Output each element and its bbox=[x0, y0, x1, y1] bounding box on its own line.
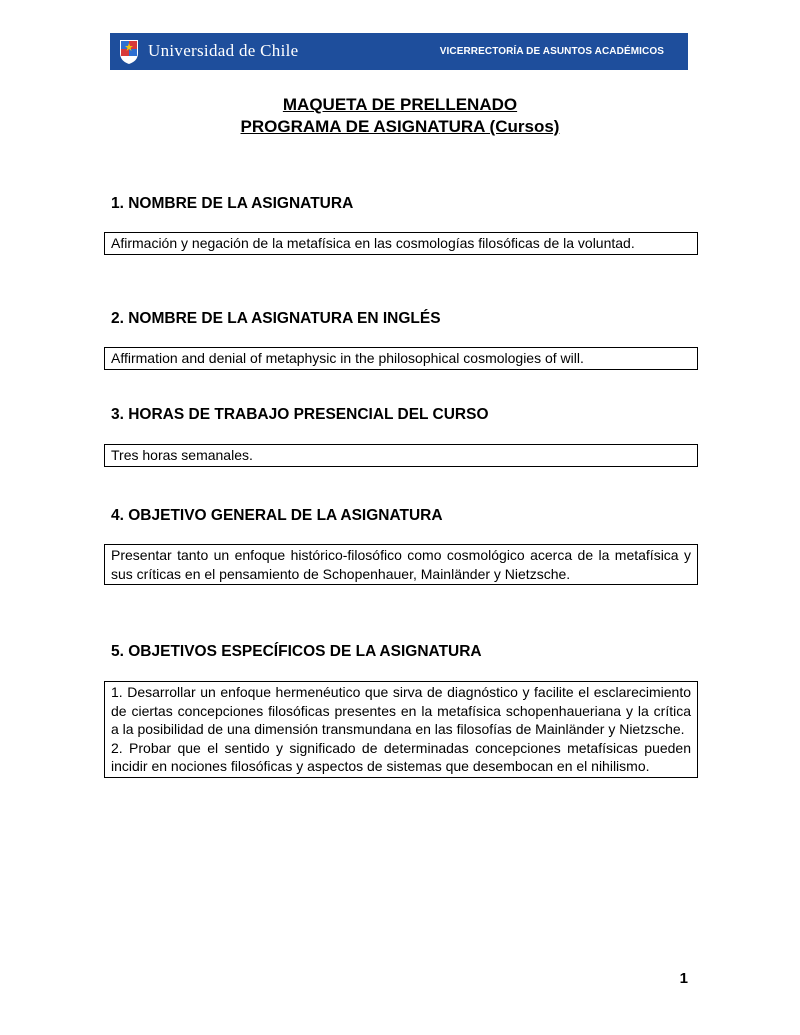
section-4-box bbox=[104, 544, 698, 585]
section-1-box bbox=[104, 232, 698, 255]
section-4-content: Presentar tanto un enfoque histórico-filosófico como cosmológico acerca de la metafísica y sus críticas en el pensamiento de Schopenhauer, Mainländer y Nietzsche. bbox=[111, 547, 691, 582]
header-banner bbox=[110, 33, 688, 70]
university-shield-icon bbox=[118, 38, 140, 65]
section-3-content: Tres horas semanales. bbox=[111, 447, 253, 463]
department-name: VICERRECTORÍA DE ASUNTOS ACADÉMICOS bbox=[439, 46, 664, 57]
section-1-content: Afirmación y negación de la metafísica en las cosmologías filosóficas de la voluntad. bbox=[111, 235, 635, 251]
section-5-item-2: 2. Probar que el sentido y significado de determinadas concepciones metafísicas pueden incidir en nociones filosóficas y aspectos de sistemas que desembocan en el nihilismo. bbox=[111, 739, 691, 774]
section-3-heading: 3. HORAS DE TRABAJO PRESENCIAL DEL CURSO bbox=[111, 406, 489, 423]
page-number: 1 bbox=[679, 970, 688, 987]
section-2-content: Affirmation and denial of metaphysic in the philosophical cosmologies of will. bbox=[111, 350, 584, 366]
section-5-heading: 5. OBJETIVOS ESPECÍFICOS DE LA ASIGNATURA bbox=[111, 643, 482, 660]
document-title-line1: MAQUETA DE PRELLENADO bbox=[282, 95, 518, 114]
section-2-heading: 2. NOMBRE DE LA ASIGNATURA EN INGLÉS bbox=[111, 310, 441, 327]
section-5-box bbox=[104, 681, 698, 778]
section-4-heading: 4. OBJETIVO GENERAL DE LA ASIGNATURA bbox=[111, 507, 443, 524]
section-2-box bbox=[104, 347, 698, 370]
university-name: Universidad de Chile bbox=[148, 41, 299, 60]
document-title-line2: PROGRAMA DE ASIGNATURA (Cursos) bbox=[240, 117, 560, 136]
section-3-box bbox=[104, 444, 698, 467]
section-5-item-1: 1. Desarrollar un enfoque hermenéutico que sirva de diagnóstico y facilite el esclarecimiento de ciertas concepciones filosóficas presentes en la metafísica schopenhaueriana y la crítica a la posibilidad de una dimensión transmundana en las filosofías de Mainländer y Nietzsche. bbox=[111, 684, 691, 737]
section-1-heading: 1. NOMBRE DE LA ASIGNATURA bbox=[111, 195, 354, 212]
